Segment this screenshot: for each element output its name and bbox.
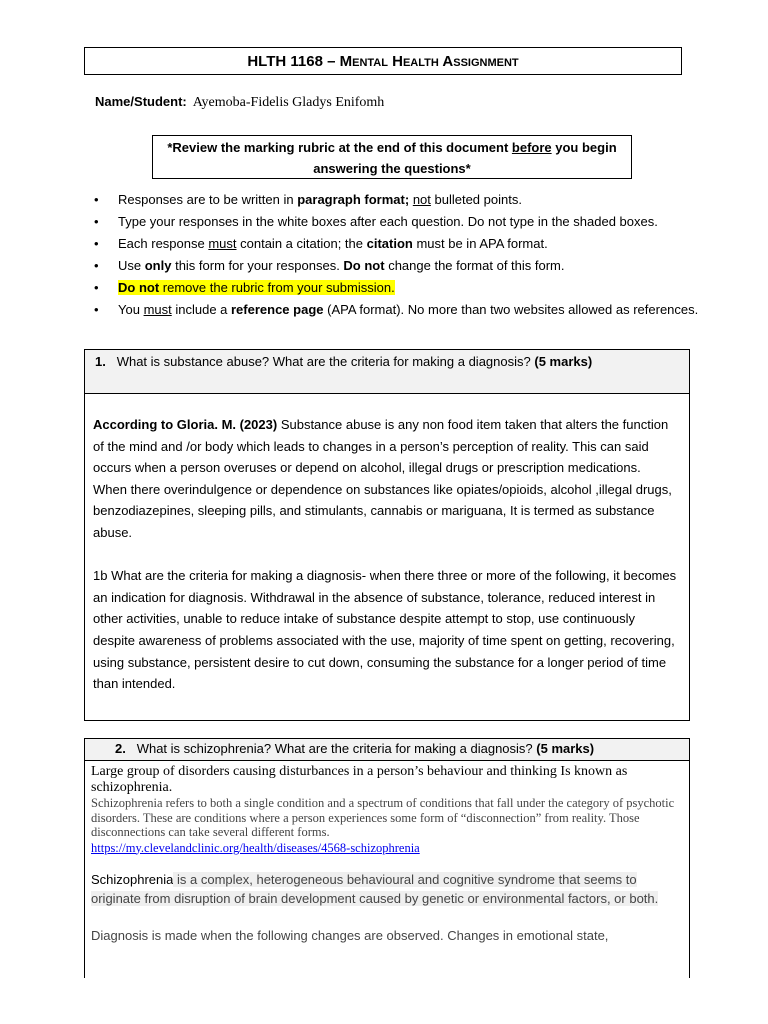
answer-1-text-1: Substance abuse is any non food item taken that alters the function of the mind and /or body which leads to changes in a person’s perception of reality. This can said occurs when a person overuses or depend on alcohol, illegal drugs or prescription medications. bbox=[93, 417, 669, 476]
instruction-text: this form for your responses. bbox=[171, 258, 344, 273]
answer-1-citation: According to Gloria. M. (2023) bbox=[93, 417, 278, 432]
instruction-bold: Do not bbox=[118, 280, 160, 295]
title-assignment-name: Mental Health Assignment bbox=[339, 53, 519, 70]
question-2-text bbox=[115, 741, 594, 756]
answer-1-paragraph-1 bbox=[93, 414, 679, 479]
question-1-number: 1. bbox=[95, 354, 106, 369]
document-title bbox=[84, 47, 682, 75]
instruction-item bbox=[92, 257, 702, 274]
question-2-header bbox=[85, 739, 667, 761]
student-name-row bbox=[95, 94, 384, 111]
student-label: Name/Student: bbox=[95, 94, 187, 109]
question-1-text bbox=[95, 354, 592, 369]
instructions-list bbox=[92, 191, 702, 323]
answer-2-paragraph-4: Diagnosis is made when the following changes are observed. Changes in emotional state, bbox=[91, 927, 609, 943]
instruction-text: Each response bbox=[118, 236, 209, 251]
instruction-item bbox=[92, 191, 702, 208]
highlighted-instruction bbox=[118, 280, 395, 295]
answer-2-paragraph-1: Large group of disorders causing disturbances in a person’s behaviour and thinking Is known as schizophrenia. bbox=[91, 764, 628, 795]
question-1-answer[interactable] bbox=[93, 414, 679, 695]
instruction-text: (APA format). No more than two websites allowed as references. bbox=[323, 302, 699, 317]
title-course-code: HLTH 1168 – bbox=[247, 53, 340, 70]
instruction-bold: reference page bbox=[231, 302, 324, 317]
instruction-text: Use bbox=[118, 258, 145, 273]
instruction-underline: must bbox=[208, 236, 237, 251]
question-1-marks: (5 marks) bbox=[534, 354, 593, 369]
instruction-text: remove the rubric from your submission. bbox=[159, 280, 395, 295]
instruction-text: must be in APA format. bbox=[412, 236, 548, 251]
instruction-text: change the format of this form. bbox=[384, 258, 565, 273]
question-2-number: 2. bbox=[115, 741, 126, 756]
answer-2-term: Schizophrenia bbox=[91, 871, 174, 887]
question-1-header bbox=[85, 350, 667, 394]
instruction-underline: must bbox=[143, 302, 172, 317]
question-2-answer[interactable] bbox=[91, 764, 681, 945]
instruction-item bbox=[92, 235, 702, 252]
answer-2-definition: is a complex, heterogeneous behavioural and cognitive syndrome that seems to originate from disruption of brain development caused by genetic or environmental factors, or both. bbox=[91, 871, 659, 906]
student-name-value[interactable]: Ayemoba-Fidelis Gladys Enifomh bbox=[192, 95, 385, 110]
instruction-text: You bbox=[118, 302, 144, 317]
instruction-bold: only bbox=[144, 258, 172, 273]
review-text-2: you begin answering the questions* bbox=[313, 140, 617, 176]
answer-2-paragraph-2: Schizophrenia refers to both a single condition and a spectrum of conditions that fall under the category of psychotic disorders. These are conditions where a person experiences some form of “disconnection” from reality. Those disconnections can take several different forms. bbox=[91, 796, 675, 839]
instruction-text: include a bbox=[171, 302, 231, 317]
review-text-1: *Review the marking rubric at the end of this document bbox=[167, 140, 512, 155]
instruction-item-highlighted bbox=[92, 279, 702, 296]
question-1-prompt: What is substance abuse? What are the criteria for making a diagnosis? bbox=[116, 354, 531, 369]
review-rubric-notice bbox=[152, 135, 632, 179]
question-1-table bbox=[84, 349, 690, 721]
instruction-item bbox=[92, 301, 702, 318]
instruction-bold: paragraph format; bbox=[297, 192, 410, 207]
question-2-table bbox=[84, 738, 690, 978]
answer-1-paragraph-3: 1b What are the criteria for making a diagnosis- when there three or more of the following, it becomes an indication for diagnosis. Withdrawal in the absence of substance, tolerance, reduced interest in other activities, unable to reduce intake of substance despite attempt to stop, use continuously despite awareness of problems associated with the use, majority of time spent on getting, recovering, using substance, persistent desire to cut down, consuming the substance for a longer period of time than intended. bbox=[93, 568, 677, 692]
instruction-bold: citation bbox=[366, 236, 413, 251]
review-underlined: before bbox=[511, 140, 552, 155]
answer-1-paragraph-2: When there overindulgence or dependence on substances like opiates/opioids, alcohol ,illegal drugs, benzodiazepines, sleeping pills, and stimulants, cannabis or mariguana, It is termed as substance abuse. bbox=[93, 481, 672, 540]
instruction-text: Responses are to be written in bbox=[118, 192, 298, 207]
question-1-score-cell bbox=[665, 350, 689, 394]
cleveland-clinic-link[interactable]: https://my.clevelandclinic.org/health/diseases/4568-schizophrenia bbox=[91, 840, 420, 855]
instruction-text: bulleted points. bbox=[430, 192, 522, 207]
instruction-bold: Do not bbox=[343, 258, 385, 273]
question-2-marks: (5 marks) bbox=[536, 741, 595, 756]
question-2-score-cell bbox=[665, 739, 689, 761]
instruction-underline: not bbox=[412, 192, 431, 207]
instruction-item bbox=[92, 213, 702, 230]
question-2-prompt: What is schizophrenia? What are the criteria for making a diagnosis? bbox=[136, 741, 533, 756]
instruction-text: contain a citation; the bbox=[236, 236, 367, 251]
answer-2-paragraph-3 bbox=[91, 870, 681, 909]
instruction-text: Type your responses in the white boxes after each question. Do not type in the shaded boxes. bbox=[118, 214, 658, 229]
